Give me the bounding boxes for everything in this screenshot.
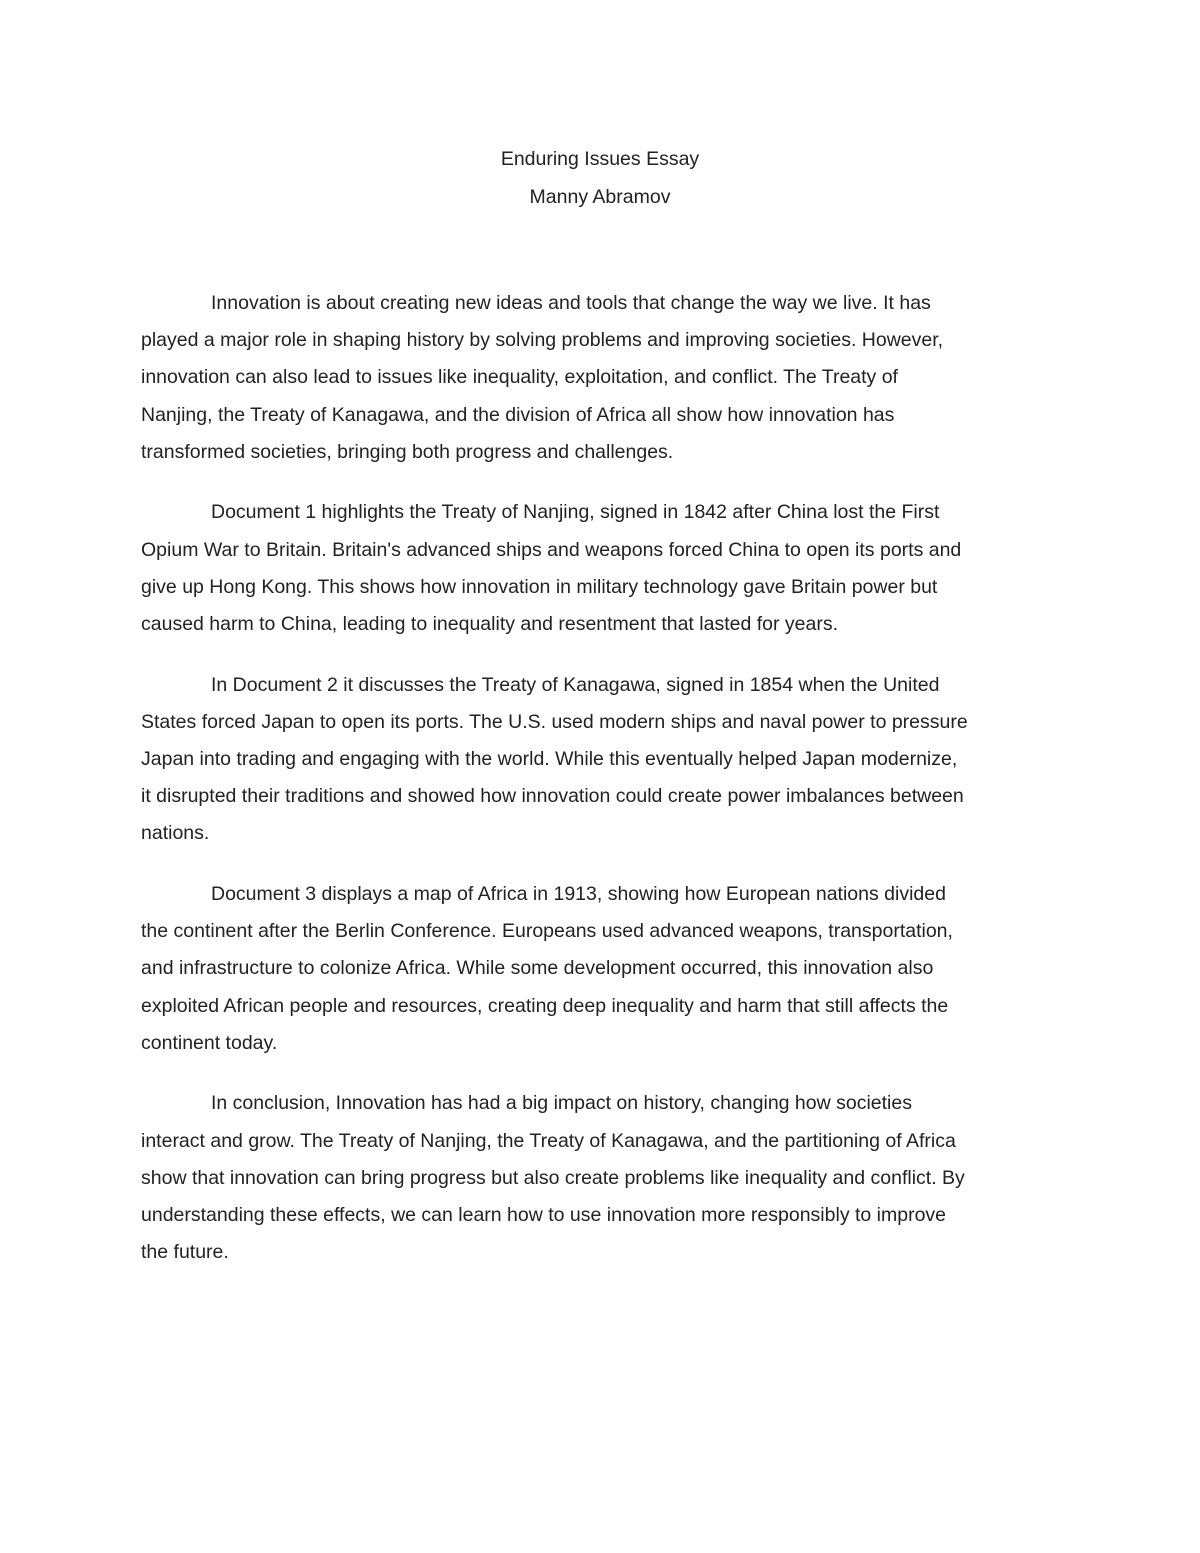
paragraph-conclusion: In conclusion, Innovation has had a big impact on history, changing how societies interact and grow. The Treaty of Nanjing, the Treaty of Kanagawa, and the partitioning of Africa show that innovation can bring progress but also create problems like inequality and conflict. By understanding these effects, we can learn how to use innovation more responsibly to improve the future. (141, 1092, 965, 1264)
document-title: Enduring Issues Essay (500, 148, 700, 170)
paragraph-document-3: Document 3 displays a map of Africa in 1913, showing how European nations divided the continent after the Berlin Conference. Europeans used advanced weapons, transportation, and infrastructure to colonize Africa. While some development occurred, this innovation also exploited African people and resources, creating deep inequality and harm that still affects the continent today. (141, 883, 953, 1054)
document-author: Manny Abramov (529, 186, 671, 208)
paragraph-introduction: Innovation is about creating new ideas and tools that change the way we live. It has played a major role in shaping history by solving problems and improving societies. However, innovation can also lead to issues like inequality, exploitation, and conflict. The Treaty of Nanjing, the Treaty of Kanagawa, and the division of Africa all show how innovation has transformed societies, bringing both progress and challenges. (141, 292, 944, 463)
paragraph-document-1: Document 1 highlights the Treaty of Nanjing, signed in 1842 after China lost the First Opium War to Britain. Britain's advanced ships and weapons forced China to open its ports and give up Hong Kong. This shows how innovation in military technology gave Britain power but caused harm to China, leading to inequality and resentment that lasted for years. (141, 501, 962, 636)
paragraph-document-2: In Document 2 it discusses the Treaty of Kanagawa, signed in 1854 when the United States forced Japan to open its ports. The U.S. used modern ships and naval power to pressure Japan into trading and engaging with the world. While this eventually helped Japan modernize, it disrupted their traditions and showed how innovation could create power imbalances between nations. (141, 673, 968, 845)
document-body (141, 285, 1071, 1295)
title-block (0, 140, 1200, 216)
